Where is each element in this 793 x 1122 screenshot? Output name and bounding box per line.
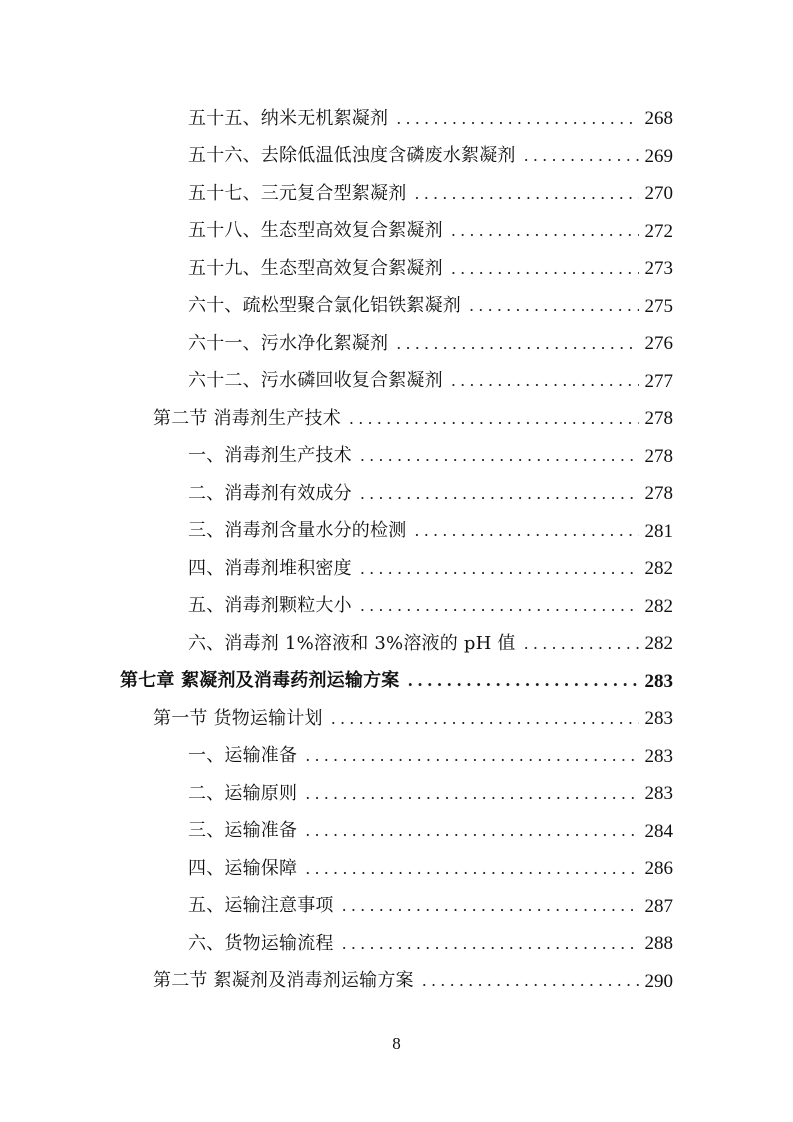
toc-entry-page: 272: [644, 220, 673, 242]
toc-entry-page: 283: [644, 745, 673, 767]
dot-leader: [407, 673, 638, 689]
toc-entry-page: 278: [644, 483, 673, 505]
dot-leader: [422, 973, 639, 989]
toc-entry-page: 282: [644, 558, 673, 580]
toc-section-entry[interactable]: [0, 700, 793, 738]
toc-entry-title: 六、货物运输流程: [188, 932, 334, 954]
toc-entry[interactable]: [0, 738, 793, 776]
toc-entry[interactable]: [0, 588, 793, 626]
toc-entry-page: 269: [644, 145, 673, 167]
toc-entry-page: 282: [644, 633, 673, 655]
toc-entry-page: 283: [644, 708, 673, 730]
toc-entry[interactable]: [0, 625, 793, 663]
page-number: 8: [392, 1034, 401, 1053]
toc-entry-title: 五、运输注意事项: [188, 895, 334, 917]
dot-leader: [396, 111, 638, 127]
toc-entry-title: 一、消毒剂生产技术: [188, 445, 352, 467]
toc-entry-title: 六十、疏松型聚合氯化铝铁絮凝剂: [188, 295, 461, 317]
toc-entry[interactable]: [0, 325, 793, 363]
toc-entry-page: 277: [644, 370, 673, 392]
toc-entry-page: 288: [644, 933, 673, 955]
toc-entry-page: 284: [644, 820, 673, 842]
dot-leader: [305, 861, 638, 877]
dot-leader: [331, 711, 639, 727]
dot-leader: [451, 261, 639, 277]
toc-entry-title: 五十八、生态型高效复合絮凝剂: [188, 220, 443, 242]
toc-entry[interactable]: [0, 813, 793, 851]
toc-entry-title: 第一节 货物运输计划: [153, 707, 323, 729]
dot-leader: [360, 486, 639, 502]
dot-leader: [342, 898, 639, 914]
toc-entry-page: 287: [644, 895, 673, 917]
toc-entry-title: 五十九、生态型高效复合絮凝剂: [188, 257, 443, 279]
table-of-contents: [0, 100, 793, 1000]
toc-section-entry[interactable]: [0, 963, 793, 1001]
toc-entry-title: 二、消毒剂有效成分: [188, 482, 352, 504]
toc-entry-title: 四、消毒剂堆积密度: [188, 557, 352, 579]
toc-entry[interactable]: [0, 138, 793, 176]
toc-entry-title: 第七章 絮凝剂及消毒药剂运输方案: [120, 670, 400, 692]
toc-entry[interactable]: [0, 250, 793, 288]
toc-entry-page: 283: [644, 783, 673, 805]
dot-leader: [451, 223, 639, 239]
toc-entry[interactable]: [0, 175, 793, 213]
dot-leader: [414, 523, 638, 539]
dot-leader: [360, 598, 639, 614]
toc-entry[interactable]: [0, 288, 793, 326]
toc-entry-title: 一、运输准备: [188, 745, 298, 767]
toc-entry-page: 286: [644, 858, 673, 880]
toc-entry-page: 278: [644, 408, 673, 430]
dot-leader: [396, 336, 638, 352]
toc-entry-title: 五十六、去除低温低浊度含磷废水絮凝剂: [188, 145, 516, 167]
toc-entry[interactable]: [0, 213, 793, 251]
dot-leader: [305, 786, 638, 802]
toc-entry-title: 五、消毒剂颗粒大小: [188, 595, 352, 617]
toc-entry[interactable]: [0, 888, 793, 926]
toc-entry[interactable]: [0, 775, 793, 813]
toc-entry-page: 268: [644, 108, 673, 130]
toc-entry-page: 276: [644, 333, 673, 355]
toc-entry[interactable]: [0, 850, 793, 888]
toc-entry[interactable]: [0, 363, 793, 401]
dot-leader: [524, 636, 639, 652]
toc-entry-title: 第二节 消毒剂生产技术: [153, 407, 341, 429]
toc-entry-page: 273: [644, 258, 673, 280]
toc-entry[interactable]: [0, 100, 793, 138]
dot-leader: [305, 748, 638, 764]
dot-leader: [342, 936, 639, 952]
dot-leader: [360, 561, 639, 577]
toc-section-entry[interactable]: [0, 400, 793, 438]
toc-entry-title: 二、运输原则: [188, 782, 298, 804]
toc-entry-title: 六十一、污水净化絮凝剂: [188, 332, 389, 354]
toc-entry-page: 275: [644, 295, 673, 317]
toc-entry[interactable]: [0, 513, 793, 551]
dot-leader: [451, 373, 639, 389]
toc-entry[interactable]: [0, 475, 793, 513]
dot-leader: [469, 298, 639, 314]
toc-entry[interactable]: [0, 550, 793, 588]
dot-leader: [349, 411, 639, 427]
toc-entry-page: 278: [644, 445, 673, 467]
toc-entry-page: 290: [644, 970, 673, 992]
dot-leader: [305, 823, 638, 839]
toc-entry-title: 三、消毒剂含量水分的检测: [188, 520, 407, 542]
toc-entry-title: 第二节 絮凝剂及消毒剂运输方案: [153, 970, 414, 992]
toc-entry-page: 282: [644, 595, 673, 617]
toc-entry-title: 六、消毒剂 1%溶液和 3%溶液的 pH 值: [188, 632, 516, 654]
dot-leader: [414, 186, 638, 202]
toc-entry-title: 四、运输保障: [188, 857, 298, 879]
toc-entry-page: 281: [644, 520, 673, 542]
toc-entry-title: 三、运输准备: [188, 820, 298, 842]
toc-entry[interactable]: [0, 438, 793, 476]
toc-chapter-entry[interactable]: [0, 663, 793, 701]
toc-entry-title: 六十二、污水磷回收复合絮凝剂: [188, 370, 443, 392]
toc-entry[interactable]: [0, 925, 793, 963]
dot-leader: [360, 448, 639, 464]
dot-leader: [524, 148, 639, 164]
toc-entry-page: 270: [644, 183, 673, 205]
toc-entry-title: 五十五、纳米无机絮凝剂: [188, 107, 389, 129]
toc-entry-title: 五十七、三元复合型絮凝剂: [188, 182, 407, 204]
toc-entry-page: 283: [644, 670, 673, 692]
